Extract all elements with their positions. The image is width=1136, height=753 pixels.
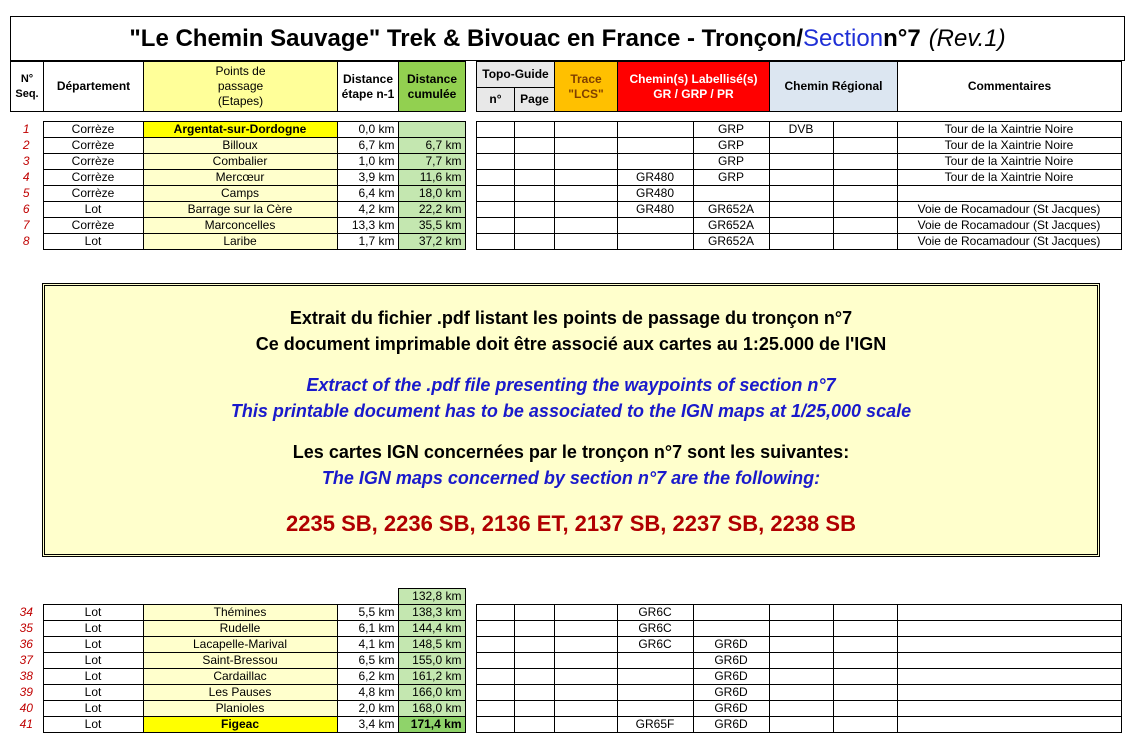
row-topo-no — [476, 669, 514, 685]
row-gr — [617, 653, 693, 669]
row-grp: GR6D — [693, 685, 769, 701]
title-section-word: Section — [803, 24, 884, 52]
row-commentaire: Voie de Rocamadour (St Jacques) — [897, 234, 1121, 250]
row-gap — [465, 154, 476, 170]
carry-gap — [693, 589, 769, 605]
row-regional — [769, 605, 833, 621]
title-main: "Le Chemin Sauvage" Trek & Bivouac en France - Tronçon/ — [129, 24, 804, 52]
row-dist-cumul: 37,2 km — [398, 234, 465, 250]
row-topo-page — [514, 202, 554, 218]
carry-over-row — [10, 589, 1121, 605]
row-topo-no — [476, 202, 514, 218]
col-header-trace: Trace "LCS" — [555, 62, 618, 112]
waypoint-row — [10, 122, 1121, 138]
row-topo-no — [476, 218, 514, 234]
row-trace — [554, 685, 617, 701]
row-trace — [554, 717, 617, 733]
row-dist-etape: 2,0 km — [337, 701, 398, 717]
row-seq: 36 — [19, 637, 33, 651]
row-departement: Lot — [43, 605, 143, 621]
waypoint-row — [10, 717, 1121, 733]
row-regional-2 — [833, 170, 897, 186]
row-topo-no — [476, 186, 514, 202]
row-dist-cumul: 11,6 km — [398, 170, 465, 186]
row-regional — [769, 621, 833, 637]
row-point: Barrage sur la Cère — [143, 202, 337, 218]
row-regional — [769, 202, 833, 218]
row-point: Planioles — [143, 701, 337, 717]
row-seq: 38 — [19, 669, 33, 683]
col-header-chemins: Chemin(s) Labellisé(s) GR / GRP / PR — [618, 62, 770, 112]
row-regional — [769, 170, 833, 186]
row-gap — [465, 186, 476, 202]
carry-gap — [897, 589, 1121, 605]
row-commentaire — [897, 621, 1121, 637]
row-departement: Corrèze — [43, 138, 143, 154]
info-en-maps: The IGN maps concerned by section n°7 are the following: — [321, 468, 821, 488]
carry-cumul: 132,8 km — [398, 589, 465, 605]
row-regional — [769, 669, 833, 685]
row-grp: GR6D — [693, 701, 769, 717]
row-dist-cumul: 22,2 km — [398, 202, 465, 218]
row-regional — [769, 637, 833, 653]
row-topo-no — [476, 234, 514, 250]
row-gap — [465, 170, 476, 186]
waypoint-row — [10, 138, 1121, 154]
row-regional — [769, 154, 833, 170]
info-en-line2: This printable document has to be associated to the IGN maps at 1/25,000 scale — [230, 401, 912, 421]
col-header-dist-cumul: Distance cumulée — [399, 62, 466, 112]
row-regional-2 — [833, 186, 897, 202]
col-header-departement: Département — [44, 62, 144, 112]
row-seq: 37 — [19, 653, 33, 667]
row-dist-etape: 4,8 km — [337, 685, 398, 701]
row-topo-page — [514, 138, 554, 154]
row-trace — [554, 637, 617, 653]
row-gr: GR6C — [617, 605, 693, 621]
row-regional — [769, 717, 833, 733]
row-point: Argentat-sur-Dordogne — [143, 122, 337, 138]
row-grp: GR652A — [693, 202, 769, 218]
row-gr — [617, 701, 693, 717]
row-topo-no — [476, 154, 514, 170]
row-departement: Corrèze — [43, 218, 143, 234]
row-dist-etape: 1,0 km — [337, 154, 398, 170]
row-point: Saint-Bressou — [143, 653, 337, 669]
col-header-seq: N° Seq. — [11, 62, 44, 112]
row-point: Camps — [143, 186, 337, 202]
waypoints-table-bottom — [10, 588, 1122, 733]
row-departement: Lot — [43, 701, 143, 717]
row-trace — [554, 701, 617, 717]
waypoint-row — [10, 669, 1121, 685]
row-commentaire: Voie de Rocamadour (St Jacques) — [897, 202, 1121, 218]
row-trace — [554, 218, 617, 234]
row-topo-page — [514, 218, 554, 234]
title-section-number: n°7 — [883, 24, 921, 52]
row-gap — [465, 621, 476, 637]
row-gr — [617, 685, 693, 701]
row-gap — [465, 218, 476, 234]
row-topo-page — [514, 701, 554, 717]
row-trace — [554, 170, 617, 186]
row-point: Billoux — [143, 138, 337, 154]
row-commentaire: Tour de la Xaintrie Noire — [897, 138, 1121, 154]
row-dist-etape: 6,1 km — [337, 621, 398, 637]
row-commentaire — [897, 701, 1121, 717]
carry-gap — [514, 589, 554, 605]
row-gap — [465, 669, 476, 685]
row-dist-etape: 6,4 km — [337, 186, 398, 202]
row-dist-cumul: 138,3 km — [398, 605, 465, 621]
row-gap — [465, 653, 476, 669]
row-regional-2 — [833, 138, 897, 154]
waypoint-row — [10, 653, 1121, 669]
row-gr: GR480 — [617, 186, 693, 202]
info-fr-line1: Extrait du fichier .pdf listant les points de passage du tronçon n°7 — [289, 308, 853, 328]
waypoints-table-top — [10, 121, 1122, 250]
row-regional-2 — [833, 234, 897, 250]
row-seq: 41 — [19, 717, 33, 731]
row-regional-2 — [833, 669, 897, 685]
row-point: Combalier — [143, 154, 337, 170]
row-commentaire — [897, 685, 1121, 701]
row-topo-page — [514, 685, 554, 701]
row-seq: 7 — [22, 218, 30, 232]
row-grp: GRP — [693, 138, 769, 154]
row-regional-2 — [833, 218, 897, 234]
row-gap — [465, 637, 476, 653]
row-dist-cumul: 155,0 km — [398, 653, 465, 669]
row-gr — [617, 234, 693, 250]
row-dist-cumul: 18,0 km — [398, 186, 465, 202]
row-regional-2 — [833, 701, 897, 717]
row-commentaire — [897, 637, 1121, 653]
row-regional-2 — [833, 154, 897, 170]
row-dist-etape: 3,9 km — [337, 170, 398, 186]
row-departement: Lot — [43, 653, 143, 669]
carry-gap — [43, 589, 143, 605]
waypoint-row — [10, 701, 1121, 717]
row-dist-cumul: 144,4 km — [398, 621, 465, 637]
row-departement: Lot — [43, 637, 143, 653]
row-dist-cumul: 7,7 km — [398, 154, 465, 170]
row-departement: Corrèze — [43, 122, 143, 138]
row-regional — [769, 653, 833, 669]
row-point: Cardaillac — [143, 669, 337, 685]
row-gr: GR6C — [617, 637, 693, 653]
row-regional-2 — [833, 637, 897, 653]
row-commentaire: Tour de la Xaintrie Noire — [897, 154, 1121, 170]
waypoint-row — [10, 154, 1121, 170]
col-header-dist-etape: Distance étape n-1 — [338, 62, 399, 112]
row-topo-no — [476, 637, 514, 653]
row-regional — [769, 218, 833, 234]
row-commentaire — [897, 717, 1121, 733]
row-gap — [465, 202, 476, 218]
carry-gap — [465, 589, 476, 605]
row-topo-page — [514, 122, 554, 138]
row-topo-no — [476, 138, 514, 154]
row-point: Figeac — [143, 717, 337, 733]
row-grp — [693, 186, 769, 202]
row-gap — [465, 122, 476, 138]
row-commentaire — [897, 186, 1121, 202]
carry-gap — [337, 589, 398, 605]
row-topo-no — [476, 621, 514, 637]
row-regional — [769, 701, 833, 717]
row-regional-2 — [833, 717, 897, 733]
waypoint-row — [10, 605, 1121, 621]
row-grp — [693, 621, 769, 637]
row-gr — [617, 218, 693, 234]
row-dist-etape: 6,2 km — [337, 669, 398, 685]
row-trace — [554, 202, 617, 218]
row-regional-2 — [833, 653, 897, 669]
row-gr: GR480 — [617, 170, 693, 186]
row-gr — [617, 138, 693, 154]
row-regional: DVB — [769, 122, 833, 138]
row-regional-2 — [833, 685, 897, 701]
row-topo-page — [514, 653, 554, 669]
row-topo-page — [514, 621, 554, 637]
row-grp: GR652A — [693, 234, 769, 250]
waypoint-row — [10, 234, 1121, 250]
row-seq: 4 — [22, 170, 30, 184]
row-regional-2 — [833, 202, 897, 218]
waypoint-row — [10, 685, 1121, 701]
row-seq: 40 — [19, 701, 33, 715]
row-trace — [554, 669, 617, 685]
row-commentaire: Voie de Rocamadour (St Jacques) — [897, 218, 1121, 234]
row-gap — [465, 701, 476, 717]
row-topo-page — [514, 637, 554, 653]
row-seq: 8 — [22, 234, 30, 248]
carry-gap — [617, 589, 693, 605]
row-dist-etape: 4,2 km — [337, 202, 398, 218]
row-grp: GR6D — [693, 717, 769, 733]
row-regional-2 — [833, 605, 897, 621]
row-topo-page — [514, 605, 554, 621]
row-seq: 6 — [22, 202, 30, 216]
carry-gap — [10, 589, 43, 605]
waypoint-row — [10, 637, 1121, 653]
row-departement: Corrèze — [43, 170, 143, 186]
row-gr — [617, 669, 693, 685]
row-dist-etape: 1,7 km — [337, 234, 398, 250]
row-commentaire: Tour de la Xaintrie Noire — [897, 122, 1121, 138]
row-dist-cumul: 168,0 km — [398, 701, 465, 717]
header-gap — [466, 62, 477, 112]
row-topo-no — [476, 653, 514, 669]
row-point: Lacapelle-Marival — [143, 637, 337, 653]
row-departement: Lot — [43, 717, 143, 733]
row-dist-cumul: 161,2 km — [398, 669, 465, 685]
col-header-commentaires: Commentaires — [898, 62, 1122, 112]
row-point: Mercœur — [143, 170, 337, 186]
info-fr-line2: Ce document imprimable doit être associé aux cartes au 1:25.000 de l'IGN — [255, 334, 887, 354]
waypoint-row — [10, 202, 1121, 218]
carry-gap — [554, 589, 617, 605]
row-dist-cumul: 35,5 km — [398, 218, 465, 234]
row-grp — [693, 605, 769, 621]
row-seq: 2 — [22, 138, 30, 152]
row-topo-no — [476, 170, 514, 186]
row-regional — [769, 138, 833, 154]
page-title — [10, 16, 1125, 61]
row-regional — [769, 234, 833, 250]
col-header-topo-guide: Topo-Guide — [477, 62, 555, 88]
row-departement: Corrèze — [43, 154, 143, 170]
row-departement: Lot — [43, 202, 143, 218]
info-fr-maps: Les cartes IGN concernées par le tronçon n°7 sont les suivantes: — [292, 442, 850, 462]
row-trace — [554, 605, 617, 621]
row-seq: 5 — [22, 186, 30, 200]
row-dist-etape: 6,7 km — [337, 138, 398, 154]
row-departement: Lot — [43, 621, 143, 637]
row-trace — [554, 154, 617, 170]
carry-gap — [143, 589, 337, 605]
row-seq: 34 — [19, 605, 33, 619]
row-departement: Lot — [43, 669, 143, 685]
row-gap — [465, 717, 476, 733]
row-trace — [554, 234, 617, 250]
row-dist-etape: 4,1 km — [337, 637, 398, 653]
row-trace — [554, 653, 617, 669]
row-commentaire — [897, 653, 1121, 669]
row-grp: GR652A — [693, 218, 769, 234]
row-trace — [554, 186, 617, 202]
row-dist-cumul: 171,4 km — [398, 717, 465, 733]
row-commentaire — [897, 605, 1121, 621]
row-topo-page — [514, 234, 554, 250]
row-grp: GR6D — [693, 653, 769, 669]
carry-gap — [769, 589, 833, 605]
row-point: Marconcelles — [143, 218, 337, 234]
row-dist-cumul: 166,0 km — [398, 685, 465, 701]
row-topo-page — [514, 186, 554, 202]
row-topo-no — [476, 122, 514, 138]
row-point: Les Pauses — [143, 685, 337, 701]
row-topo-no — [476, 685, 514, 701]
row-grp: GRP — [693, 170, 769, 186]
info-en-line1: Extract of the .pdf file presenting the waypoints of section n°7 — [306, 375, 836, 395]
title-revision: (Rev.1) — [928, 24, 1006, 52]
row-grp: GRP — [693, 122, 769, 138]
row-commentaire — [897, 669, 1121, 685]
row-gr: GR65F — [617, 717, 693, 733]
row-departement: Lot — [43, 685, 143, 701]
row-grp: GRP — [693, 154, 769, 170]
ign-maps-list: 2235 SB, 2236 SB, 2136 ET, 2137 SB, 2237 SB, 2238 SB — [286, 511, 856, 536]
row-seq: 39 — [19, 685, 33, 699]
row-topo-no — [476, 701, 514, 717]
row-commentaire: Tour de la Xaintrie Noire — [897, 170, 1121, 186]
row-dist-cumul: 148,5 km — [398, 637, 465, 653]
row-dist-etape: 6,5 km — [337, 653, 398, 669]
col-header-topo-no: n° — [477, 88, 515, 112]
row-dist-cumul — [398, 122, 465, 138]
row-regional-2 — [833, 122, 897, 138]
row-trace — [554, 138, 617, 154]
waypoint-row — [10, 621, 1121, 637]
waypoint-row — [10, 218, 1121, 234]
row-gap — [465, 685, 476, 701]
carry-gap — [476, 589, 514, 605]
row-gap — [465, 605, 476, 621]
waypoint-row — [10, 186, 1121, 202]
row-topo-page — [514, 717, 554, 733]
row-topo-page — [514, 154, 554, 170]
col-header-points: Points de passage (Etapes) — [144, 62, 338, 112]
info-box — [42, 283, 1100, 557]
row-topo-no — [476, 605, 514, 621]
header-table — [10, 61, 1122, 112]
row-topo-page — [514, 170, 554, 186]
row-dist-etape: 13,3 km — [337, 218, 398, 234]
row-seq: 3 — [22, 154, 30, 168]
row-dist-etape: 0,0 km — [337, 122, 398, 138]
row-seq: 35 — [19, 621, 33, 635]
row-departement: Corrèze — [43, 186, 143, 202]
row-regional — [769, 186, 833, 202]
row-point: Laribe — [143, 234, 337, 250]
row-seq: 1 — [22, 122, 30, 136]
row-dist-etape: 3,4 km — [337, 717, 398, 733]
row-topo-page — [514, 669, 554, 685]
row-regional — [769, 685, 833, 701]
row-grp: GR6D — [693, 669, 769, 685]
row-regional-2 — [833, 621, 897, 637]
row-trace — [554, 122, 617, 138]
row-point: Thémines — [143, 605, 337, 621]
row-gap — [465, 138, 476, 154]
row-gr: GR6C — [617, 621, 693, 637]
row-point: Rudelle — [143, 621, 337, 637]
waypoint-row — [10, 170, 1121, 186]
row-dist-etape: 5,5 km — [337, 605, 398, 621]
row-gap — [465, 234, 476, 250]
col-header-topo-page: Page — [515, 88, 555, 112]
row-grp: GR6D — [693, 637, 769, 653]
row-gr: GR480 — [617, 202, 693, 218]
carry-gap — [833, 589, 897, 605]
row-topo-no — [476, 717, 514, 733]
col-header-regional: Chemin Régional — [770, 62, 898, 112]
row-dist-cumul: 6,7 km — [398, 138, 465, 154]
row-gr — [617, 122, 693, 138]
row-trace — [554, 621, 617, 637]
row-departement: Lot — [43, 234, 143, 250]
row-gr — [617, 154, 693, 170]
